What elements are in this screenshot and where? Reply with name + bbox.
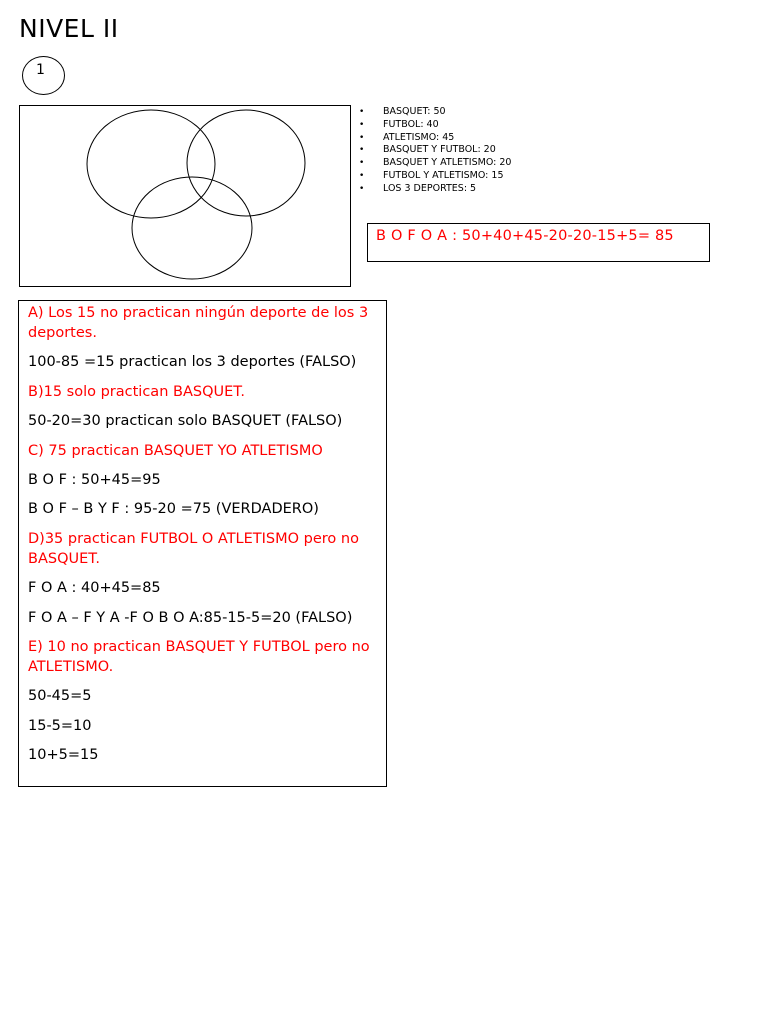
answer-calculation: B O F : 50+45=95 (28, 471, 161, 488)
bullet-item: • FUTBOL: 40 (358, 119, 518, 132)
answers-box (18, 300, 387, 787)
answer-calculation: 50-45=5 (28, 688, 92, 705)
bullet-item: • BASQUET Y ATLETISMO: 20 (358, 157, 518, 170)
answer-calculation: 50-20=30 practican solo BASQUET (FALSO) (28, 413, 343, 430)
answer-statement: B)15 solo practican BASQUET. (28, 383, 245, 400)
answer-statement: A) Los 15 no practican ningún deporte de los 3 deportes. (28, 305, 369, 341)
answer-calculation: 100-85 =15 practican los 3 deportes (FALSO) (28, 354, 357, 371)
answer-statement: C) 75 practican BASQUET YO ATLETISMO (28, 442, 323, 459)
venn-diagram-box (19, 105, 351, 287)
bullet-item: • FUTBOL Y ATLETISMO: 15 (358, 170, 518, 183)
union-formula: B O F O A : 50+40+45-20-20-15+5= 85 (367, 223, 710, 262)
venn-circle-basquet (87, 110, 215, 218)
answer-calculation: F O A – F Y A -F O B O A:85-15-5=20 (FALSO) (28, 609, 353, 626)
answer-calculation: F O A : 40+45=85 (28, 580, 161, 597)
answer-statement: D)35 practican FUTBOL O ATLETISMO pero no BASQUET. (28, 530, 359, 567)
problem-number-circle (22, 56, 65, 95)
answer-calculation: 15-5=10 (28, 717, 92, 734)
venn-diagram (20, 106, 350, 286)
bullet-item: • ATLETISMO: 45 (358, 132, 518, 145)
page-title: NIVEL II (19, 14, 119, 43)
bullet-item: • BASQUET Y FUTBOL: 20 (358, 144, 518, 157)
problem-number: 1 (36, 62, 45, 78)
bullet-item: • LOS 3 DEPORTES: 5 (358, 183, 518, 196)
answer-calculation: B O F – B Y F : 95-20 =75 (VERDADERO) (28, 501, 319, 518)
answer-statement: E) 10 no practican BASQUET Y FUTBOL pero no ATLETISMO. (28, 638, 370, 675)
answer-calculation: 10+5=15 (28, 747, 99, 764)
data-bullet-list (358, 106, 518, 216)
venn-circle-futbol (187, 110, 305, 216)
bullet-item: • BASQUET: 50 (358, 106, 518, 119)
venn-circle-atletismo (132, 177, 252, 279)
